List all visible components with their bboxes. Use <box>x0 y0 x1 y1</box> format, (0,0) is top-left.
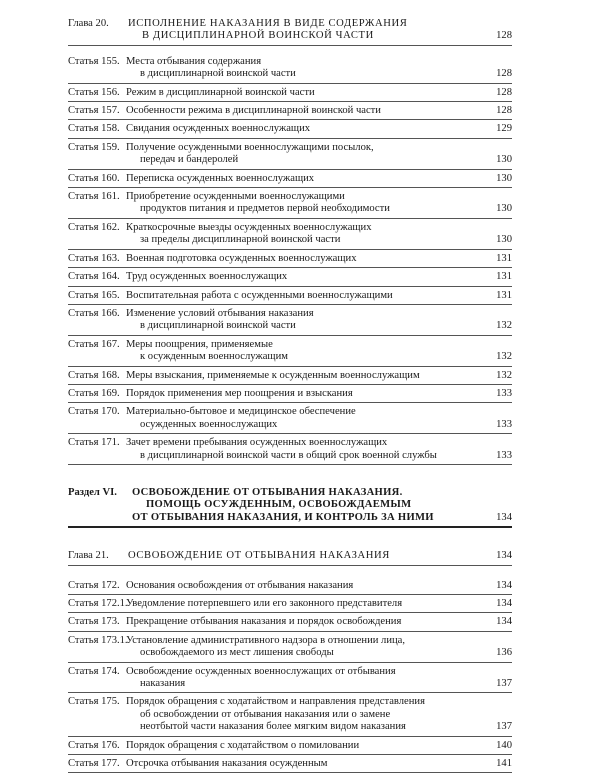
article-entry <box>68 406 512 434</box>
article-title-line: Порядок обращения с ходатайством о помиловании <box>126 739 360 751</box>
article-title-line: продуктов питания и предметов первой необходимости <box>140 203 390 215</box>
article-label: Статья 177. <box>68 758 120 770</box>
page-number: 133 <box>486 419 512 431</box>
page-number: 128 <box>486 105 512 117</box>
section-title-line: ОТ ОТБЫВАНИЯ НАКАЗАНИЯ, И КОНТРОЛЬ ЗА НИМИ <box>132 511 434 523</box>
page-number: 137 <box>486 721 512 733</box>
article-title-line: осужденных военнослужащих <box>140 418 278 430</box>
section-6-entry <box>68 487 512 528</box>
page-number: 128 <box>496 30 512 42</box>
article-title <box>126 437 512 462</box>
page-number: 128 <box>486 68 512 80</box>
page-number: 137 <box>486 678 512 690</box>
article-entry <box>68 123 512 138</box>
table-of-contents <box>68 18 512 776</box>
article-title <box>126 388 512 400</box>
article-entry <box>68 580 512 595</box>
article-title <box>126 740 512 752</box>
page-number: 132 <box>486 370 512 382</box>
article-label: Статья 172. <box>68 579 120 591</box>
article-entry <box>68 191 512 219</box>
article-entry <box>68 339 512 367</box>
article-title-line: Режим в дисциплинарной воинской части <box>126 86 315 98</box>
page-number: 134 <box>496 550 512 562</box>
article-entry <box>68 308 512 336</box>
page-number: 129 <box>486 123 512 135</box>
article-title-line: в дисциплинарной воинской части <box>140 68 296 80</box>
section-title-line: ПОМОЩЬ ОСУЖДЕННЫМ, ОСВОБОЖДАЕМЫМ <box>146 499 412 511</box>
article-title <box>126 253 512 265</box>
article-label: Статья 164. <box>68 271 120 283</box>
article-entry <box>68 388 512 403</box>
article-title-line: передач и бандеролей <box>140 154 239 166</box>
chapter-title-line: В ДИСЦИПЛИНАРНОЙ ВОИНСКОЙ ЧАСТИ <box>142 30 374 42</box>
article-title <box>126 123 512 135</box>
article-label: Статья 166. <box>68 307 120 319</box>
page-number: 134 <box>496 511 512 523</box>
page-number: 133 <box>486 388 512 400</box>
article-title <box>126 598 512 610</box>
article-list <box>68 580 512 774</box>
article-title <box>126 191 512 216</box>
article-label: Статья 168. <box>68 369 120 381</box>
article-label: Статья 156. <box>68 86 120 98</box>
page-number: 132 <box>486 351 512 363</box>
article-entry <box>68 142 512 170</box>
section-label: Раздел VI. <box>68 486 117 498</box>
article-label: Статья 162. <box>68 221 120 233</box>
article-title <box>126 56 512 81</box>
chapter-title-line: ИСПОЛНЕНИЕ НАКАЗАНИЯ В ВИДЕ СОДЕРЖАНИЯ <box>128 18 408 29</box>
article-entry <box>68 87 512 102</box>
article-title <box>126 406 512 431</box>
article-title <box>126 222 512 247</box>
page-number: 131 <box>486 290 512 302</box>
page-number: 134 <box>486 580 512 592</box>
article-entry <box>68 370 512 385</box>
article-title-line: Краткосрочные выезды осужденных военнослужащих <box>126 221 372 233</box>
article-title-line: Труд осужденных военнослужащих <box>126 271 288 283</box>
article-title-line: Переписка осужденных военнослужащих <box>126 172 315 184</box>
article-title-line: к осужденным военнослужащим <box>140 351 288 363</box>
page-number: 141 <box>486 758 512 770</box>
article-title <box>126 580 512 592</box>
article-title-line: Воспитательная работа с осужденными военнослужащими <box>126 289 393 301</box>
article-entry <box>68 598 512 613</box>
article-title-line: об освобождении от отбывания наказания или о замене <box>140 708 391 720</box>
article-label: Статья 161. <box>68 191 120 203</box>
article-label: Статья 172.1. <box>68 598 128 609</box>
article-label: Статья 159. <box>68 141 120 153</box>
article-entry <box>68 740 512 755</box>
article-list <box>68 56 512 465</box>
article-label: Статья 169. <box>68 387 120 399</box>
article-title-line: Приобретение осужденными военнослужащими <box>126 191 345 203</box>
article-title <box>126 758 512 770</box>
article-entry <box>68 290 512 305</box>
article-title-line: Порядок применения мер поощрения и взыскания <box>126 387 353 399</box>
article-entry <box>68 616 512 631</box>
article-title-line: Меры поощрения, применяемые <box>126 338 273 350</box>
article-entry <box>68 437 512 465</box>
page-number: 128 <box>486 87 512 99</box>
article-title-line: Материально-бытовое и медицинское обеспечение <box>126 406 356 418</box>
article-entry <box>68 666 512 694</box>
article-label: Статья 157. <box>68 105 120 117</box>
article-label: Статья 158. <box>68 123 120 135</box>
page-number: 132 <box>486 320 512 332</box>
article-entry <box>68 253 512 268</box>
article-label: Статья 174. <box>68 665 120 677</box>
section-title-line: ОСВОБОЖДЕНИЕ ОТ ОТБЫВАНИЯ НАКАЗАНИЯ. <box>132 486 403 498</box>
page-number: 136 <box>486 647 512 659</box>
article-title-line: Порядок обращения с ходатайством и направления представления <box>126 696 425 708</box>
article-title-line: Получение осужденными военнослужащими посылок, <box>126 141 374 153</box>
page-number: 134 <box>486 616 512 628</box>
article-entry <box>68 271 512 286</box>
article-title <box>126 87 512 99</box>
page-number: 130 <box>486 173 512 185</box>
article-title-line: в дисциплинарной воинской части <box>140 320 296 332</box>
article-title-line: освобождаемого из мест лишения свободы <box>140 647 334 659</box>
article-title-line: Военная подготовка осужденных военнослужащих <box>126 252 357 264</box>
article-entry <box>68 222 512 250</box>
article-title-line: наказания <box>140 678 186 690</box>
chapter-20-entry <box>68 18 512 46</box>
article-label: Статья 171. <box>68 437 120 449</box>
article-label: Статья 155. <box>68 55 120 67</box>
article-title-line: Освобождение осужденных военнослужащих от отбывания <box>126 665 396 677</box>
article-title-line: Установление административного надзора в отношении лица, <box>126 634 406 646</box>
article-title-line: Изменение условий отбывания наказания <box>126 307 314 319</box>
article-label: Статья 176. <box>68 739 120 751</box>
article-title-line: Особенности режима в дисциплинарной воинской части <box>126 105 381 117</box>
page-number: 134 <box>486 598 512 610</box>
article-title-line: Меры взыскания, применяемые к осужденным военнослужащим <box>126 369 420 381</box>
chapter-label: Глава 20. <box>68 18 109 29</box>
article-label: Статья 175. <box>68 696 120 708</box>
article-title <box>126 290 512 302</box>
page-number: 131 <box>486 271 512 283</box>
article-title <box>126 142 512 167</box>
page-number: 130 <box>486 203 512 215</box>
article-title-line: неотбытой части наказания более мягким видом наказания <box>140 721 406 733</box>
article-label: Статья 167. <box>68 338 120 350</box>
article-entry <box>68 173 512 188</box>
article-title <box>126 696 512 733</box>
article-title <box>126 308 512 333</box>
article-title-line: в дисциплинарной воинской части в общий срок военной службы <box>140 449 437 461</box>
chapter-label: Глава 21. <box>68 550 109 562</box>
article-title-line: Основания освобождения от отбывания наказания <box>126 579 354 591</box>
article-label: Статья 165. <box>68 289 120 301</box>
page-number: 133 <box>486 450 512 462</box>
article-title <box>126 370 512 382</box>
article-label: Статья 163. <box>68 252 120 264</box>
chapter-21-entry <box>68 550 512 565</box>
article-title-line: Места отбывания содержания <box>126 55 262 67</box>
article-entry <box>68 696 512 736</box>
article-title-line: Зачет времени пребывания осужденных военнослужащих <box>126 437 388 449</box>
page-number: 130 <box>486 234 512 246</box>
article-title-line: Свидания осужденных военнослужащих <box>126 123 311 135</box>
article-title <box>126 339 512 364</box>
article-title <box>126 666 512 691</box>
article-entry <box>68 56 512 84</box>
article-title-line: Прекращение отбывания наказания и порядок освобождения <box>126 616 402 628</box>
article-label: Статья 173.1. <box>68 634 128 646</box>
chapter-title-line: ОСВОБОЖДЕНИЕ ОТ ОТБЫВАНИЯ НАКАЗАНИЯ <box>128 550 390 562</box>
page-number: 130 <box>486 154 512 166</box>
page-number: 131 <box>486 253 512 265</box>
article-entry <box>68 635 512 663</box>
article-entry <box>68 758 512 773</box>
article-title-line: за пределы дисциплинарной воинской части <box>140 234 341 246</box>
article-title <box>126 271 512 283</box>
article-entry <box>68 105 512 120</box>
page-number: 140 <box>486 740 512 752</box>
article-label: Статья 170. <box>68 406 120 418</box>
article-label: Статья 173. <box>68 616 120 628</box>
article-title <box>126 173 512 185</box>
article-title-line: Отсрочка отбывания наказания осужденным <box>126 758 328 770</box>
article-title <box>126 635 512 660</box>
article-title <box>126 616 512 628</box>
article-title <box>126 105 512 117</box>
article-title-line: Уведомление потерпевшего или его законного представителя <box>126 598 403 609</box>
article-label: Статья 160. <box>68 172 120 184</box>
